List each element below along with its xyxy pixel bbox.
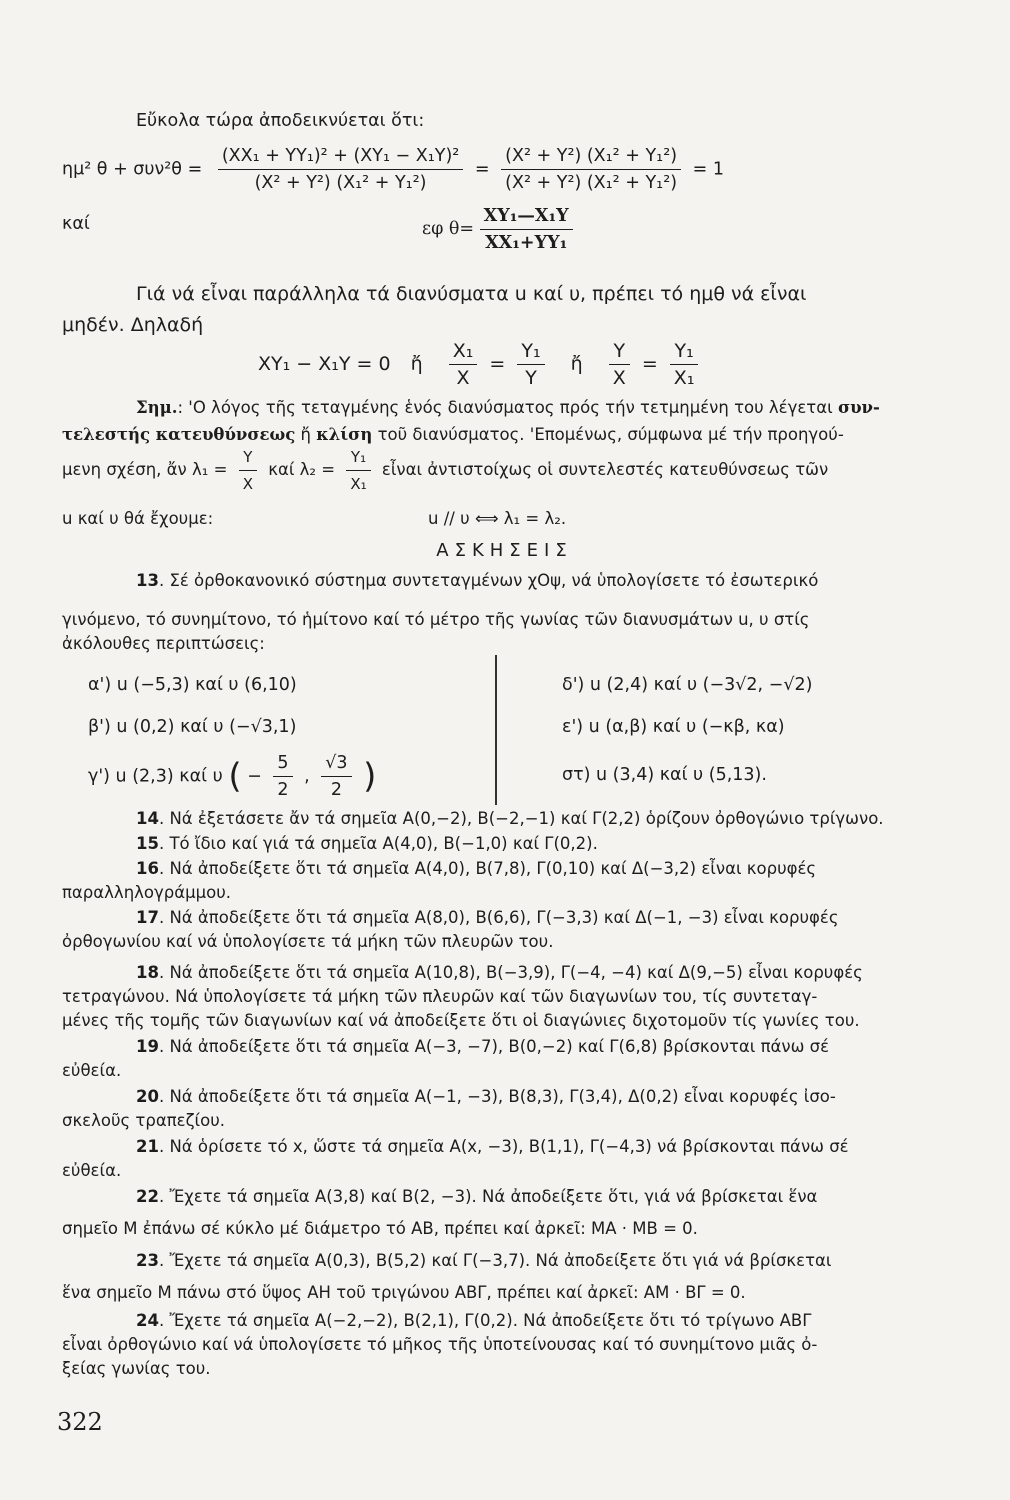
exercise-14-line-1 bbox=[136, 808, 884, 830]
exercise-18-number: 18 bbox=[136, 963, 159, 982]
note-text-3a: μενη σχέση, ἄν λ₁ = bbox=[62, 460, 228, 479]
gamma-f2-num: √3 bbox=[321, 752, 351, 777]
exercise-19-line-1 bbox=[136, 1036, 829, 1058]
exercise-18-text-3: μένες τῆς τομῆς τῶν διαγωνίων καί νά ἀποδείξετε ὅτι οἱ διαγώνιες διχοτομοῦν τίς γωνίες του. bbox=[62, 1011, 860, 1030]
paragraph-line-2: μηδέν. Δηλαδή bbox=[62, 314, 204, 336]
fraction-2-numerator: (X² + Y²) (X₁² + Y₁²) bbox=[501, 145, 681, 170]
exercise-23-text-2: ἕνα σημεῖο Μ πάνω στό ὕψος ΑΗ τοῦ τριγώνου ΑΒΓ, πρέπει καί ἀρκεῖ: ΑΜ · ΒΓ = 0. bbox=[62, 1283, 746, 1302]
page-number: 322 bbox=[57, 1408, 103, 1436]
lambda-1-fraction bbox=[239, 446, 257, 495]
exercise-17-text-2: ὀρθογωνίου καί νά ὑπολογίσετε τά μήκη τῶν πλευρῶν του. bbox=[62, 932, 554, 951]
case-gamma bbox=[88, 752, 376, 801]
lambda-1-num: Y bbox=[239, 446, 257, 471]
exercise-24-text-3: ξείας γωνίας του. bbox=[62, 1359, 211, 1378]
parallel-equation: XY₁ − X₁Y = 0 bbox=[258, 353, 391, 375]
fraction-1-numerator: (XX₁ + YY₁)² + (XY₁ − X₁Y)² bbox=[218, 145, 463, 170]
ratio-2-den: Y bbox=[525, 367, 537, 389]
exercise-15-text-1: . Τό ἴδιο καί γιά τά σημεῖα Α(4,0), Β(−1,0) καί Γ(0,2). bbox=[158, 834, 598, 853]
ratio-1-den: X bbox=[456, 367, 470, 389]
exercise-22-line-1 bbox=[136, 1186, 817, 1208]
exercise-19-number: 19 bbox=[136, 1037, 159, 1056]
exercise-24-line-3 bbox=[62, 1358, 211, 1380]
equals-sign: = bbox=[474, 159, 490, 180]
column-divider bbox=[495, 655, 497, 805]
exercise-22-line-2 bbox=[62, 1218, 698, 1240]
note-text-3b: καί λ₂ = bbox=[268, 460, 336, 479]
tangent-lhs: εφ θ= bbox=[422, 219, 475, 239]
ratio-3-num: Y bbox=[609, 340, 630, 365]
note-line-4b: u // υ ⟺ λ₁ = λ₂. bbox=[428, 509, 567, 528]
fraction-1-denominator: (X² + Y²) (X₁² + Y₁²) bbox=[254, 173, 427, 193]
ratio-4-num: Y₁ bbox=[670, 340, 699, 365]
exercise-15-number: 15 bbox=[136, 834, 159, 853]
lambda-2-fraction bbox=[346, 446, 370, 495]
exercise-16-text-2: παραλληλογράμμου. bbox=[62, 883, 232, 902]
minus-sign: − bbox=[247, 766, 262, 787]
gamma-fraction-1 bbox=[273, 752, 292, 801]
exercise-13-line-3: ἀκόλουθες περιπτώσεις: bbox=[62, 634, 265, 653]
equals-sign: = bbox=[489, 353, 506, 375]
exercise-24-text-1: . Ἔχετε τά σημεῖα Α(−2,−2), Β(2,1), Γ(0,2). Νά ἀποδείξετε ὅτι τό τρίγωνο ΑΒΓ bbox=[158, 1311, 812, 1330]
equals-sign: = bbox=[641, 353, 658, 375]
gamma-f1-num: 5 bbox=[273, 752, 292, 777]
exercise-21-number: 21 bbox=[136, 1137, 159, 1156]
note-text-3c: εἶναι ἀντιστοίχως οἱ συντελεστές κατευθύνσεως τῶν bbox=[381, 460, 829, 479]
ratio-1 bbox=[449, 340, 478, 389]
paragraph-line-1: Γιά νά εἶναι παράλληλα τά διανύσματα u καί υ, πρέπει τό ημθ νά εἶναι bbox=[136, 283, 807, 305]
case-delta: δ') u (2,4) καί υ (−3√2, −√2) bbox=[562, 675, 813, 695]
note-text-2b: τοῦ διανύσματος. 'Επομένως, σύμφωνα μέ τήν προηγού- bbox=[377, 425, 844, 444]
fraction-1 bbox=[218, 145, 463, 194]
paren-right: ) bbox=[363, 756, 377, 797]
fraction-2 bbox=[501, 145, 681, 194]
note-text-1: : 'Ο λόγος τῆς τεταγμένης ἑνός διανύσματος πρός τήν τετμημένη του λέγεται bbox=[177, 398, 833, 417]
exercise-13-text-1: . Σέ ὀρθοκανονικό σύστημα συντεταγμένων χΟψ, νά ὑπολογίσετε τό ἐσωτερικό bbox=[158, 571, 819, 590]
or-word-2: ἤ bbox=[570, 353, 583, 375]
note-term-1a: συν- bbox=[837, 398, 880, 417]
gamma-f2-den: 2 bbox=[330, 780, 342, 800]
formula-identity bbox=[62, 145, 724, 194]
exercise-19-text-1: . Νά ἀποδείξετε ὅτι τά σημεῖα Α(−3, −7), Β(0,−2) καί Γ(6,8) βρίσκονται πάνω σέ bbox=[158, 1037, 830, 1056]
exercise-20-line-1 bbox=[136, 1086, 836, 1108]
exercise-20-text-1: . Νά ἀποδείξετε ὅτι τά σημεῖα Α(−1, −3), Β(8,3), Γ(3,4), Δ(0,2) εἶναι κορυφές ἰσο- bbox=[158, 1087, 836, 1106]
exercise-19-line-2 bbox=[62, 1060, 121, 1082]
case-beta: β') u (0,2) καί υ (−√3,1) bbox=[88, 717, 297, 737]
or-word-1: ἤ bbox=[410, 353, 423, 375]
exercise-18-line-2 bbox=[62, 986, 817, 1008]
exercise-22-text-2: σημεῖο Μ ἐπάνω σέ κύκλο μέ διάμετρο τό ΑΒ, πρέπει καί ἀρκεῖ: ΜΑ · ΜΒ = 0. bbox=[62, 1219, 698, 1238]
paren-left: ( bbox=[228, 756, 242, 797]
exercise-24-number: 24 bbox=[136, 1311, 159, 1330]
lambda-1-den: X bbox=[242, 475, 253, 493]
exercise-19-text-2: εὐθεία. bbox=[62, 1061, 122, 1080]
case-epsilon: ε') u (α,β) καί υ (−κβ, κα) bbox=[562, 717, 785, 737]
exercise-18-line-1 bbox=[136, 962, 863, 984]
exercise-24-text-2: εἶναι ὀρθογώνιο καί νά ὑπολογίσετε τό μῆκος τῆς ὑποτείνουσας καί τό συνημίτονο μιᾶς ὀ- bbox=[62, 1335, 818, 1354]
gamma-f1-den: 2 bbox=[277, 780, 289, 800]
exercise-17-text-1: . Νά ἀποδείξετε ὅτι τά σημεῖα Α(8,0), Β(6,6), Γ(−3,3) καί Δ(−1, −3) εἶναι κορυφές bbox=[158, 908, 839, 927]
tangent-numerator: XY₁—X₁Y bbox=[480, 205, 573, 230]
note-text-2a: ἤ bbox=[300, 425, 312, 444]
exercise-21-text-1: . Νά ὁρίσετε τό x, ὥστε τά σημεῖα Α(x, −3), Β(1,1), Γ(−4,3) νά βρίσκονται πάνω σέ bbox=[158, 1137, 849, 1156]
exercise-23-text-1: . Ἔχετε τά σημεῖα Α(0,3), Β(5,2) καί Γ(−3,7). Νά ἀποδείξετε ὅτι γιά νά βρίσκεται bbox=[158, 1251, 832, 1270]
exercise-23-line-2 bbox=[62, 1282, 746, 1304]
exercise-14-number: 14 bbox=[136, 809, 159, 828]
comma: , bbox=[304, 766, 310, 787]
exercise-20-text-2: σκελοῦς τραπεζίου. bbox=[62, 1111, 226, 1130]
case-gamma-text: γ') u (2,3) καί υ bbox=[88, 766, 223, 787]
exercise-22-text-1: . Ἔχετε τά σημεῖα Α(3,8) καί Β(2, −3). Νά ἀποδείξετε ὅτι, γιά νά βρίσκεται ἕνα bbox=[158, 1187, 818, 1206]
exercises-heading: ΑΣΚΗΣΕΙΣ bbox=[436, 540, 573, 561]
exercise-24-line-1 bbox=[136, 1310, 811, 1332]
exercise-21-text-2: εὐθεία. bbox=[62, 1161, 122, 1180]
exercise-16-number: 16 bbox=[136, 859, 159, 878]
case-stigma: στ) u (3,4) καί υ (5,13). bbox=[562, 765, 767, 785]
exercise-18-text-1: . Νά ἀποδείξετε ὅτι τά σημεῖα Α(10,8), Β(−3,9), Γ(−4, −4) καί Δ(9,−5) εἶναι κορυφές bbox=[158, 963, 863, 982]
case-alpha: α') u (−5,3) καί υ (6,10) bbox=[88, 675, 297, 695]
exercise-16-line-2 bbox=[62, 882, 231, 904]
exercise-13-number: 13 bbox=[136, 571, 159, 590]
formula-tangent bbox=[422, 205, 579, 254]
exercise-23-number: 23 bbox=[136, 1251, 159, 1270]
fraction-2-denominator: (X² + Y²) (X₁² + Y₁²) bbox=[505, 173, 678, 193]
tangent-fraction bbox=[480, 205, 573, 254]
exercise-20-number: 20 bbox=[136, 1087, 159, 1106]
note-label: Σημ. bbox=[136, 398, 178, 417]
exercise-13-line-2: γινόμενο, τό συνημίτονο, τό ἡμίτονο καί τό μέτρο τῆς γωνίας τῶν διανυσμάτων u, υ στίς bbox=[62, 610, 810, 629]
note-line-3 bbox=[62, 446, 828, 495]
exercise-24-line-2 bbox=[62, 1334, 817, 1356]
ratio-2-num: Y₁ bbox=[517, 340, 544, 365]
formula-parallel bbox=[258, 340, 704, 389]
exercise-18-line-3 bbox=[62, 1010, 860, 1032]
exercise-18-text-2: τετραγώνου. Νά ὑπολογίσετε τά μήκη τῶν πλευρῶν καί τῶν διαγωνίων του, τίς συντεταγ- bbox=[62, 987, 818, 1006]
note-line-1 bbox=[136, 397, 880, 419]
exercise-16-line-1 bbox=[136, 858, 816, 880]
exercise-16-text-1: . Νά ἀποδείξετε ὅτι τά σημεῖα Α(4,0), Β(7,8), Γ(0,10) καί Δ(−3,2) εἶναι κορυφές bbox=[158, 859, 817, 878]
exercise-20-line-2 bbox=[62, 1110, 225, 1132]
note-term-2: κλίση bbox=[316, 425, 373, 444]
ratio-4-den: X₁ bbox=[673, 367, 695, 389]
tangent-denominator: XX₁+YY₁ bbox=[485, 233, 568, 253]
exercise-22-number: 22 bbox=[136, 1187, 159, 1206]
note-term-1b: τελεστής κατευθύνσεως bbox=[62, 425, 296, 444]
intro-text: Εὔκολα τώρα ἀποδεικνύεται ὅτι: bbox=[136, 111, 425, 131]
exercise-15-line-1 bbox=[136, 833, 598, 855]
exercise-17-number: 17 bbox=[136, 908, 159, 927]
exercise-21-line-1 bbox=[136, 1136, 849, 1158]
ratio-3-den: X bbox=[612, 367, 626, 389]
lambda-2-den: X₁ bbox=[350, 475, 367, 493]
formula-tangent-label: καί bbox=[62, 214, 90, 234]
formula-result: = 1 bbox=[692, 159, 724, 180]
ratio-4 bbox=[670, 340, 699, 389]
formula-lhs: ημ² θ + συν²θ = bbox=[62, 159, 203, 180]
exercise-13-line-1 bbox=[136, 570, 818, 592]
page bbox=[57, 0, 947, 1500]
ratio-2 bbox=[517, 340, 544, 389]
note-line-2 bbox=[62, 424, 844, 446]
gamma-fraction-2 bbox=[321, 752, 351, 801]
ratio-1-num: X₁ bbox=[449, 340, 478, 365]
exercise-17-line-2 bbox=[62, 931, 553, 953]
note-line-4a: u καί υ θά ἔχουμε: bbox=[62, 509, 214, 528]
ratio-3 bbox=[609, 340, 630, 389]
lambda-2-num: Y₁ bbox=[346, 446, 370, 471]
exercise-23-line-1 bbox=[136, 1250, 831, 1272]
exercise-17-line-1 bbox=[136, 907, 839, 929]
exercise-21-line-2 bbox=[62, 1160, 121, 1182]
exercise-14-text-1: . Νά ἐξετάσετε ἄν τά σημεῖα Α(0,−2), Β(−2,−1) καί Γ(2,2) ὁρίζουν ὀρθογώνιο τρίγωνο. bbox=[158, 809, 884, 828]
